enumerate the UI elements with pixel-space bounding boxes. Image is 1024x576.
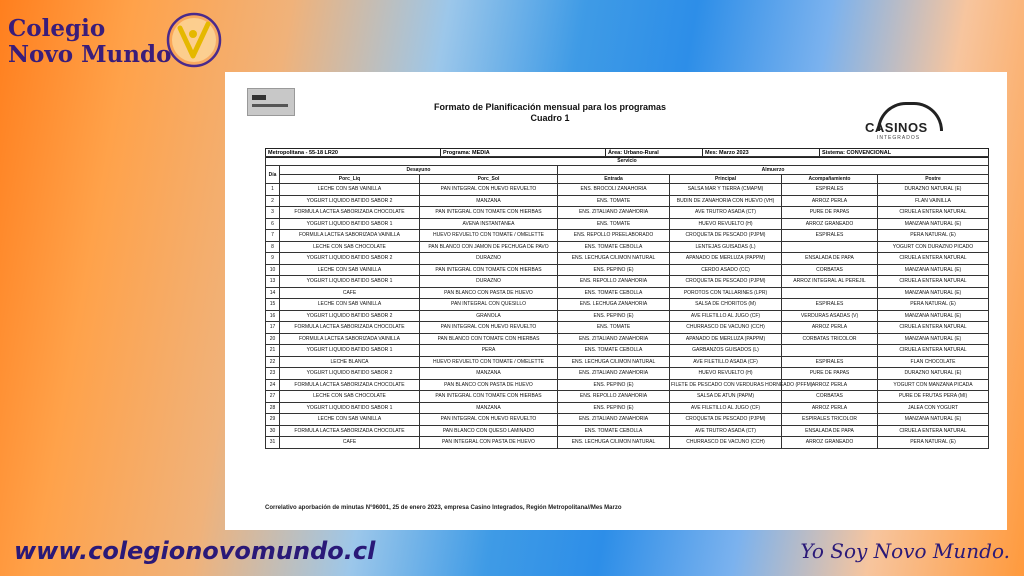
cell-porc-sol: HUEVO REVUELTO CON TOMATE / OMELETTE [420,230,558,242]
table-row [266,230,989,242]
cell-postre: PERA NATURAL (E) [878,437,989,449]
school-logo-icon [166,12,222,68]
cell-entrada: ENS. PEPINO (E) [558,402,670,414]
cell-porc-liq: FORMULA LACTEA SABORIZADA CHOCOLATE [280,322,420,334]
meta-sistema: Sistema: CONVENCIONAL [820,149,989,158]
table-row [266,299,989,311]
cell-dia: 23 [266,368,280,380]
cell-acompanamiento: ARROZ INTEGRAL AL PEREJIL [782,276,878,288]
cell-postre: MANZANA NATURAL (E) [878,333,989,345]
cell-acompanamiento: ESPIRALES TRICOLOR [782,414,878,426]
cell-porc-liq: YOGURT LIQUIDO BATIDO SABOR 1 [280,345,420,357]
cell-acompanamiento: ARROZ PERLA [782,195,878,207]
header-almuerzo: Almuerzo [558,166,989,175]
cell-porc-liq: FORMULA LACTEA SABORIZADA VAINILLA [280,333,420,345]
menu-table [265,156,989,449]
cell-porc-liq: FORMULA LACTEA SABORIZADA VAINILLA [280,230,420,242]
header-postre: Postre [878,175,989,184]
cell-dia: 30 [266,425,280,437]
cell-entrada: ENS. LECHUGA C/LIMON NATURAL [558,253,670,265]
cell-principal: SALSA DE ATUN (PAPM) [670,391,782,403]
cell-porc-sol: MANZANA [420,195,558,207]
cell-porc-sol: PAN BLANCO CON JAMON DE PECHUGA DE PAVO [420,241,558,253]
cell-acompanamiento: ENSALADA DE PAPA [782,253,878,265]
cell-principal: GARBANZOS GUISADOS (L) [670,345,782,357]
cell-dia: 1 [266,184,280,196]
cell-porc-liq: YOGURT LIQUIDO BATIDO SABOR 2 [280,310,420,322]
cell-porc-liq: LECHE CON SAB VAINILLA [280,414,420,426]
table-row [266,218,989,230]
cell-principal: CERDO ASADO (CC) [670,264,782,276]
cell-postre: PURE DE FRUTAS PERA (MI) [878,391,989,403]
cell-dia: 13 [266,276,280,288]
cell-entrada: ENS. TOMATE [558,218,670,230]
table-row [266,207,989,219]
cell-entrada: ENS. TOMATE [558,195,670,207]
cell-principal: AVE FILETILLO AL JUGO (CF) [670,310,782,322]
meta-programa: Programa: MEDIA [441,149,606,158]
cell-acompanamiento: ESPIRALES [782,184,878,196]
cell-dia: 31 [266,437,280,449]
menu-document [225,72,1007,530]
cell-porc-sol: PERA [420,345,558,357]
cell-porc-liq: FORMULA LACTEA SABORIZADA CHOCOLATE [280,379,420,391]
cell-porc-liq: LECHE CON SAB VAINILLA [280,299,420,311]
cell-dia: 3 [266,207,280,219]
cell-entrada: ENS. TOMATE [558,322,670,334]
table-row [266,310,989,322]
cell-porc-liq: LECHE CON SAB VAINILLA [280,184,420,196]
cell-acompanamiento [782,241,878,253]
cell-acompanamiento: ARROZ PERLA [782,402,878,414]
cell-principal: HUEVO REVUELTO (H) [670,368,782,380]
cell-dia: 8 [266,241,280,253]
cell-postre: CIRUELA ENTERA NATURAL [878,345,989,357]
brand-line-2: Novo Mundo [8,41,172,68]
cell-porc-sol: PAN INTEGRAL CON TOMATE CON HIERBAS [420,207,558,219]
cell-porc-sol: MANZANA [420,402,558,414]
cell-postre: CIRUELA ENTERA NATURAL [878,322,989,334]
cell-principal: CROQUETA DE PESCADO (PJPM) [670,230,782,242]
cell-postre: CIRUELA ENTERA NATURAL [878,425,989,437]
cell-porc-sol: HUEVO REVUELTO CON TOMATE / OMELETTE [420,356,558,368]
cell-postre: FLAN CHOCOLATE [878,356,989,368]
table-row [266,287,989,299]
cell-principal: APANADO DE MERLUZA (PAPPM) [670,333,782,345]
cell-postre: PERA NATURAL (E) [878,299,989,311]
cell-postre: CIRUELA ENTERA NATURAL [878,276,989,288]
meta-area: Área: Urbano-Rural [606,149,703,158]
cell-dia: 2 [266,195,280,207]
cell-porc-sol: PAN INTEGRAL CON HUEVO REVUELTO [420,414,558,426]
cell-principal: AVE TRUTRO ASADA (CT) [670,425,782,437]
cell-porc-sol: PAN BLANCO CON TOMATE CON HIERBAS [420,333,558,345]
cell-entrada: ENS. PEPINO (E) [558,310,670,322]
cell-porc-sol: PAN INTEGRAL CON PASTA DE HUEVO [420,437,558,449]
cell-dia: 24 [266,379,280,391]
cell-dia: 16 [266,310,280,322]
cell-principal: POROTOS CON TALLARINES (LPR) [670,287,782,299]
cell-acompanamiento: ARROZ PERLA [782,322,878,334]
cell-acompanamiento [782,345,878,357]
table-row [266,425,989,437]
cell-acompanamiento: CORBATAS TRICOLOR [782,333,878,345]
footnote: Correlativo aporbación de minutas N°96001, 25 de enero 2023, empresa Casino Integrados, Región Metropolitana//Mes Marzo [265,505,622,511]
meta-region: Metropolitana - 55-18 LR20 [266,149,441,158]
table-row [266,345,989,357]
cell-principal: AVE FILETILLO ASADA (CF) [670,356,782,368]
cell-principal: FILETE DE PESCADO CON VERDURAS HORNEADO (PFFM) [670,379,782,391]
header-acompanamiento: Acompañamiento [782,175,878,184]
cell-entrada: ENS. ZITALIANO ZANAHORIA [558,414,670,426]
cell-porc-sol: DURAZNO [420,276,558,288]
cell-dia: 10 [266,264,280,276]
cell-porc-sol: PAN INTEGRAL CON QUESILLO [420,299,558,311]
title-line-2: Cuadro 1 [530,113,570,123]
table-row [266,184,989,196]
cell-porc-liq: CAFE [280,437,420,449]
website-url[interactable]: www.colegionovomundo.cl [14,537,376,565]
casinos-name: CASINOS [865,120,928,135]
cell-acompanamiento: ARROZ PERLA [782,379,878,391]
cell-acompanamiento: ENSALADA DE PAPA [782,425,878,437]
cell-postre: MANZANA NATURAL (E) [878,414,989,426]
casinos-sub: INTEGRADOS [877,135,921,141]
cell-dia: 15 [266,299,280,311]
cell-entrada: ENS. LECHUGA ZANAHORIA [558,299,670,311]
cell-dia: 9 [266,253,280,265]
cell-entrada: ENS. ZITALIANO ZANAHORIA [558,368,670,380]
meta-mes: Mes: Marzo 2023 [703,149,820,158]
cell-porc-liq: LECHE CON SAB VAINILLA [280,264,420,276]
cell-principal: CROQUETA DE PESCADO (PJPM) [670,414,782,426]
header-dia: Día [266,166,280,184]
cell-dia: 20 [266,333,280,345]
table-row [266,379,989,391]
cell-acompanamiento: PURE DE PAPAS [782,368,878,380]
cell-porc-sol: PAN INTEGRAL CON HUEVO REVUELTO [420,322,558,334]
header-desayuno: Desayuno [280,166,558,175]
table-row [266,391,989,403]
cell-dia: 14 [266,287,280,299]
cell-porc-sol: PAN INTEGRAL CON HUEVO REVUELTO [420,184,558,196]
cell-porc-sol: PAN INTEGRAL CON TOMATE CON HIERBAS [420,264,558,276]
header-servicio: Servicio [266,157,989,166]
cell-porc-liq: LECHE BLANCA [280,356,420,368]
cell-entrada: ENS. LECHUGA C/LIMON NATURAL [558,356,670,368]
cell-porc-liq: YOGURT LIQUIDO BATIDO SABOR 2 [280,368,420,380]
cell-postre: YOGURT CON MANZANA PICADA [878,379,989,391]
cell-entrada: ENS. TOMATE CEBOLLA [558,287,670,299]
table-row [266,437,989,449]
cell-dia: 29 [266,414,280,426]
cell-porc-liq: LECHE CON SAB CHOCOLATE [280,391,420,403]
cell-porc-sol: PAN INTEGRAL CON TOMATE CON HIERBAS [420,391,558,403]
cell-porc-liq: CAFE [280,287,420,299]
cell-entrada: ENS. ZITALIANO ZANAHORIA [558,333,670,345]
table-row [266,333,989,345]
cell-dia: 28 [266,402,280,414]
cell-dia: 27 [266,391,280,403]
cell-porc-liq: YOGURT LIQUIDO BATIDO SABOR 1 [280,218,420,230]
cell-postre: YOGURT CON DURAZNO PICADO [878,241,989,253]
cell-porc-liq: YOGURT LIQUIDO BATIDO SABOR 2 [280,195,420,207]
cell-principal: AVE FILETILLO AL JUGO (CF) [670,402,782,414]
cell-postre: MANZANA NATURAL (E) [878,218,989,230]
cell-principal: SALSA DE CHORITOS (M) [670,299,782,311]
cell-acompanamiento: ESPIRALES [782,356,878,368]
casinos-logo [865,102,965,142]
cell-entrada: ENS. LECHUGA C/LIMON NATURAL [558,437,670,449]
cell-postre: MANZANA NATURAL (E) [878,287,989,299]
cell-acompanamiento: PURE DE PAPAS [782,207,878,219]
cell-acompanamiento [782,287,878,299]
cell-postre: JALEA CON YOGURT [878,402,989,414]
cell-porc-sol: PAN BLANCO CON QUESO LAMINADO [420,425,558,437]
cell-porc-sol: MANZANA [420,368,558,380]
cell-entrada: ENS. REPOLLO ZANAHORIA [558,391,670,403]
table-row [266,276,989,288]
cell-entrada: ENS. PEPINO (E) [558,379,670,391]
cell-porc-sol: DURAZNO [420,253,558,265]
cell-entrada: ENS. ZITALIANO ZANAHORIA [558,207,670,219]
cell-entrada: ENS. TOMATE CEBOLLA [558,425,670,437]
cell-principal: CHURRASCO DE VACUNO (CCH) [670,437,782,449]
cell-principal: CROQUETA DE PESCADO (PJPM) [670,276,782,288]
cell-acompanamiento: ESPIRALES [782,299,878,311]
table-row [266,253,989,265]
cell-principal: BUDIN DE ZANAHORIA CON HUEVO (VH) [670,195,782,207]
cell-dia: 21 [266,345,280,357]
header-porc-liq: Porc_Liq [280,175,420,184]
cell-porc-liq: FORMULA LACTEA SABORIZADA CHOCOLATE [280,425,420,437]
cell-acompanamiento: CORBATAS [782,391,878,403]
slogan: Yo Soy Novo Mundo. [800,539,1010,563]
table-row [266,322,989,334]
cell-postre: CIRUELA ENTERA NATURAL [878,253,989,265]
cell-entrada: ENS. BROCOLI ZANAHORIA [558,184,670,196]
cell-porc-liq: LECHE CON SAB CHOCOLATE [280,241,420,253]
title-line-1: Formato de Planificación mensual para los programas [433,102,667,112]
header-entrada: Entrada [558,175,670,184]
cell-principal: CHURRASCO DE VACUNO (CCH) [670,322,782,334]
brand-line-1: Colegio [8,15,106,42]
table-row [266,356,989,368]
cell-principal: SALSA MAR Y TIERRA (CMAPM) [670,184,782,196]
cell-principal: LENTEJAS GUISADAS (L) [670,241,782,253]
table-row [266,264,989,276]
table-row [266,402,989,414]
table-row [266,368,989,380]
table-row [266,241,989,253]
cell-acompanamiento: ARROZ GRANEADO [782,218,878,230]
cell-dia: 6 [266,218,280,230]
cell-dia: 17 [266,322,280,334]
table-row [266,195,989,207]
cell-principal: AVE TRUTRO ASADA (CT) [670,207,782,219]
cell-postre: CIRUELA ENTERA NATURAL [878,207,989,219]
document-title [225,102,875,124]
header-principal: Principal [670,175,782,184]
cell-postre: MANZANA NATURAL (E) [878,264,989,276]
cell-acompanamiento: VERDURAS ASADAS (V) [782,310,878,322]
cell-porc-sol: AVENA INSTANTANEA [420,218,558,230]
cell-entrada: ENS. REPOLLO ZANAHORIA [558,276,670,288]
cell-entrada: ENS. REPOLLO PREELABORADO [558,230,670,242]
cell-entrada: ENS. PEPINO (E) [558,264,670,276]
cell-porc-liq: YOGURT LIQUIDO BATIDO SABOR 1 [280,402,420,414]
cell-principal: HUEVO REVUELTO (H) [670,218,782,230]
cell-porc-sol: PAN BLANCO CON PASTA DE HUEVO [420,287,558,299]
cell-dia: 7 [266,230,280,242]
cell-postre: MANZANA NATURAL (E) [878,310,989,322]
cell-postre: FLAN VAINILLA [878,195,989,207]
table-row [266,414,989,426]
cell-postre: DURAZNO NATURAL (E) [878,368,989,380]
cell-dia: 22 [266,356,280,368]
cell-porc-liq: YOGURT LIQUIDO BATIDO SABOR 1 [280,276,420,288]
cell-entrada: ENS. TOMATE CEBOLLA [558,345,670,357]
header-porc-sol: Porc_Sol [420,175,558,184]
cell-principal: APANADO DE MERLUZA (PAPPM) [670,253,782,265]
cell-porc-liq: FORMULA LACTEA SABORIZADA CHOCOLATE [280,207,420,219]
cell-postre: PERA NATURAL (E) [878,230,989,242]
cell-porc-liq: YOGURT LIQUIDO BATIDO SABOR 2 [280,253,420,265]
cell-postre: DURAZNO NATURAL (E) [878,184,989,196]
cell-entrada: ENS. TOMATE CEBOLLA [558,241,670,253]
school-brand [8,16,171,68]
cell-acompanamiento: ESPIRALES [782,230,878,242]
cell-porc-sol: PAN BLANCO CON PASTA DE HUEVO [420,379,558,391]
cell-acompanamiento: ARROZ GRANEADO [782,437,878,449]
cell-acompanamiento: CORBATAS [782,264,878,276]
cell-porc-sol: GRANOLA [420,310,558,322]
